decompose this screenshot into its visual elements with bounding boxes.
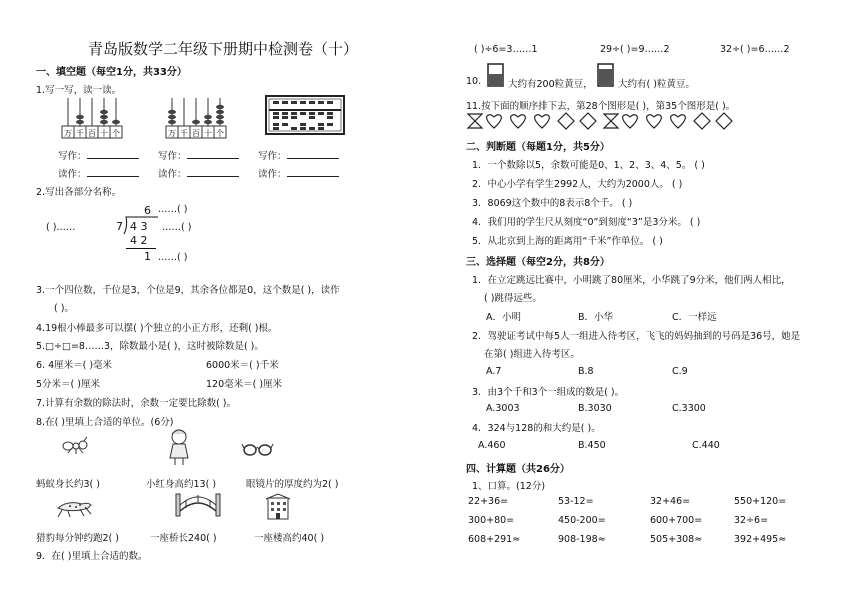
choice-4-option-b[interactable]: B.450 [578,440,606,451]
question-2: 2.写出各部分名称。 [36,187,122,198]
calc-r3-c4[interactable]: 392+495≈ [734,534,787,545]
question-7: 7.计算有余数的除法时，余数一定要比除数( )。 [36,398,236,409]
judge-item-3: 3．8069这个数中的8表示8个千。 ( ) [472,198,633,209]
choice-2-option-b[interactable]: B.8 [578,366,594,377]
question-6-row-1-b: 6000米＝( )千米 [206,360,279,371]
choice-2-question: 2．驾驶证考试中每5人一组进入待考区，飞飞的妈妈抽到的号码是36号，她是 [472,331,801,342]
ant-image [62,436,90,454]
division-dividend: 4 3 [130,220,148,233]
question-3: 3.一个四位数，千位是3，个位是9，其余各位都是0，这个数是( )，读作 [36,285,340,296]
choice-3-option-b[interactable]: B.3030 [578,403,612,414]
read-field-1[interactable]: 读作： [58,166,139,180]
diamond-shape-3 [694,113,710,129]
question-5: 5.□÷□=8……3，除数最小是( )，这时被除数是( )。 [36,341,264,352]
page-title: 青岛版数学二年级下册期中检测卷（十） [88,40,359,58]
girl-xiaohong-image [164,428,194,466]
question-8: 8.在( )里填上合适的单位。(6分) [36,417,174,428]
choice-2-question-cont: 在第( )组进入待考区。 [484,349,580,360]
question-3-read-blank[interactable]: ( )。 [54,303,74,314]
question-10-number: 10. [466,76,482,87]
choice-1-option-c[interactable]: C．一样远 [672,312,717,323]
division-line [126,248,156,249]
division-divisor: 7 [116,220,123,233]
choice-4-question: 4．324与128的和大约是( )。 [472,423,601,434]
svg-text:十: 十 [100,129,108,138]
heart-shape-1 [487,115,502,128]
question-10-text-a: 大约有200粒黄豆， [508,79,593,90]
section-fill-blank-heading: 一、填空题（每空1分，共33分） [36,67,187,78]
quotient-name-blank[interactable]: ……( ) [158,204,188,215]
q8-xiaohong-height: 小红身高约13( ) [146,479,217,490]
calc-r3-c1[interactable]: 608+291≈ [468,534,521,545]
diamond-shape-1 [558,113,574,129]
diamond-shape-4 [716,113,732,129]
division-remainder: 1 [144,250,151,263]
write-field-3[interactable]: 写作： [258,148,339,162]
q9-equation-3: 32÷( )=6……2 [720,44,790,55]
choice-3-option-c[interactable]: C.3300 [672,403,706,414]
write-field-1[interactable]: 写作： [58,148,139,162]
write-field-2[interactable]: 写作： [158,148,239,162]
oral-calc-heading: 1、口算。(12分) [472,481,546,492]
question-9: 9．在( )里填上合适的数。 [36,551,148,562]
calc-r2-c2[interactable]: 450-200= [558,515,606,526]
question-10-text-b: 大约有( )粒黄豆。 [618,79,695,90]
divisor-name-blank[interactable]: ( )…… [46,222,76,233]
division-product: 4 2 [130,234,148,247]
choice-4-option-c[interactable]: C.440 [692,440,720,451]
division-quotient: 6 [144,204,151,217]
calc-r2-c4[interactable]: 32÷6= [734,515,769,526]
small-jar-beans-image [486,62,506,88]
frame-abacus-image [266,96,346,136]
choice-1-question-cont: ( )跳得远些。 [484,293,542,304]
question-4: 4.19根小棒最多可以摆( )个独立的小正方形，还剩( )根。 [36,323,278,334]
question-6-row-2-b: 120毫米＝( )厘米 [206,379,283,390]
hourglass-shape-2 [604,114,618,128]
choice-1-question: 1．在立定跳远比赛中，小明跳了80厘米，小华跳了9分米，他们两人相比， [472,275,791,286]
question-6-row-1-a: 6. 4厘米＝( )毫米 [36,360,113,371]
judge-item-5: 5．从北京到上海的距离用“千米”作单位。 ( ) [472,236,663,247]
judge-item-2: 2．中心小学有学生2992人，大约为2000人。 ( ) [472,179,683,190]
choice-3-question: 3．由3个千和3个一组成的数是( )。 [472,387,625,398]
choice-3-option-a[interactable]: A.3003 [486,403,520,414]
svg-text:万: 万 [64,129,72,138]
svg-text:个: 个 [216,129,224,138]
calc-r3-c3[interactable]: 505+308≈ [650,534,703,545]
calc-r1-c4[interactable]: 550+120= [734,496,787,507]
heart-shape-2 [511,115,526,128]
q8-cheetah-speed: 猎豹每分钟约跑2( ) [36,533,119,544]
heart-shape-4 [623,115,638,128]
choice-2-option-c[interactable]: C.9 [672,366,688,377]
abacus-image-2 [166,96,228,140]
section-calculation-heading: 四、计算题（共26分） [466,464,570,475]
choice-4-option-a[interactable]: A.460 [478,440,506,451]
calc-r2-c3[interactable]: 600+700= [650,515,703,526]
abacus-image-1 [62,96,124,140]
q8-bridge-length: 一座桥长240( ) [150,533,217,544]
q9-equation-2: 29÷( )=9……2 [600,44,670,55]
question-1: 1.写一写，读一读。 [36,85,122,96]
building-image [266,494,290,520]
heart-shape-5 [647,115,662,128]
glasses-image [242,440,274,458]
svg-text:万: 万 [168,129,176,138]
q9-equation-1: ( )÷6=3……1 [474,44,538,55]
choice-1-option-a[interactable]: A．小明 [486,312,521,323]
read-field-3[interactable]: 读作： [258,166,339,180]
q8-ant-length: 蚂蚁身长约3( ) [36,479,100,490]
heart-shape-3 [535,115,550,128]
question-11: 11.按下面的顺序排下去，第28个图形是( )，第35个图形是( )。 [466,101,736,112]
svg-text:千: 千 [180,129,188,138]
shape-sequence [466,112,776,130]
bridge-image [176,494,220,518]
read-field-2[interactable]: 读作： [158,166,239,180]
svg-text:百: 百 [88,129,96,138]
judge-item-4: 4．我们用的学生尺从刻度“0”到刻度“3”是3分米。 ( ) [472,217,701,228]
choice-1-option-b[interactable]: B．小华 [578,312,614,323]
dividend-name-blank[interactable]: ……( ) [162,222,192,233]
calc-r1-c2[interactable]: 53-12= [558,496,594,507]
svg-text:十: 十 [204,129,212,138]
q8-lens-thickness: 眼镜片的厚度约为2( ) [246,479,339,490]
calc-r3-c2[interactable]: 908-198≈ [558,534,606,545]
remainder-name-blank[interactable]: ……( ) [158,252,188,263]
svg-text:个: 个 [112,129,120,138]
judge-item-1: 1．一个数除以5，余数可能是0、1、2、3、4、5。 ( ) [472,160,705,171]
svg-text:千: 千 [76,129,84,138]
question-6-row-2-a: 5分米＝( )厘米 [36,379,100,390]
section-judgement-heading: 二、判断题（每题1分，共5分） [466,142,610,153]
q8-building-height: 一座楼高约40( ) [254,533,325,544]
large-jar-beans-image [596,62,616,88]
cheetah-image [54,496,94,518]
svg-text:百: 百 [192,129,200,138]
section-choice-heading: 三、选择题（每空2分，共8分） [466,257,610,268]
hourglass-shape-1 [468,114,482,128]
heart-shape-6 [671,115,686,128]
diamond-shape-2 [580,113,596,129]
calc-r1-c3[interactable]: 32+46= [650,496,691,507]
calc-r2-c1[interactable]: 300+80= [468,515,515,526]
choice-2-option-a[interactable]: A.7 [486,366,502,377]
calc-r1-c1[interactable]: 22+36= [468,496,509,507]
